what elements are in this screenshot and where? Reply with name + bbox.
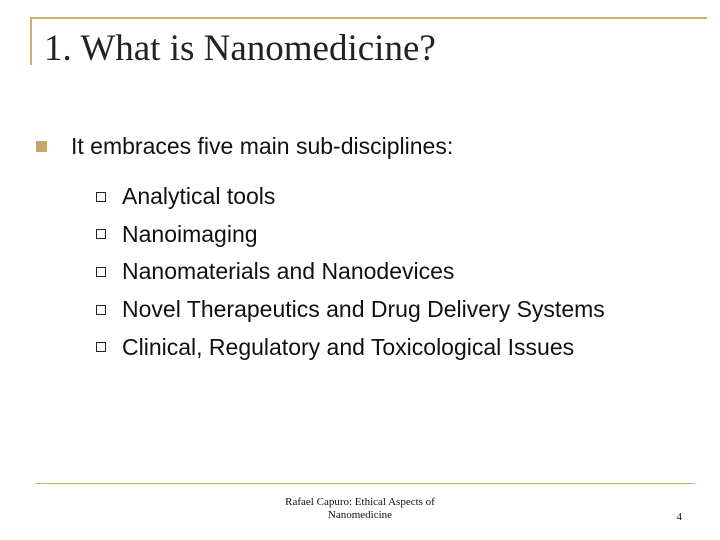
footer-divider xyxy=(35,483,695,484)
footer-line-1: Rafael Capuro: Ethical Aspects of xyxy=(285,496,435,508)
square-bullet-icon xyxy=(36,141,47,152)
main-bullet-item xyxy=(36,135,453,158)
page-number: 4 xyxy=(676,511,682,523)
sub-bullet-text: Novel Therapeutics and Drug Delivery Systems xyxy=(122,296,605,323)
sub-bullet-text: Analytical tools xyxy=(122,183,276,210)
hollow-square-bullet-icon xyxy=(96,342,106,352)
sub-bullet-item xyxy=(96,291,605,329)
sub-bullet-item xyxy=(96,253,605,291)
hollow-square-bullet-icon xyxy=(96,305,106,315)
hollow-square-bullet-icon xyxy=(96,192,106,202)
sub-bullet-text: Clinical, Regulatory and Toxicological Issues xyxy=(122,333,575,360)
sub-bullet-item xyxy=(96,178,605,216)
sub-bullet-item xyxy=(96,216,605,254)
sub-bullet-text: Nanoimaging xyxy=(122,220,258,247)
footer-caption xyxy=(200,496,520,522)
title-frame-top-line xyxy=(30,17,707,19)
sub-bullet-item xyxy=(96,328,605,366)
footer-line-2: Nanomedicine xyxy=(327,509,393,522)
hollow-square-bullet-icon xyxy=(96,229,106,239)
title-frame-left-line xyxy=(30,17,32,65)
slide-title: 1. What is Nanomedicine? xyxy=(44,28,436,69)
hollow-square-bullet-icon xyxy=(96,267,106,277)
sub-bullet-text: Nanomaterials and Nanodevices xyxy=(122,258,455,285)
sub-bullet-list xyxy=(96,178,605,366)
main-bullet-text: It embraces five main sub-disciplines: xyxy=(71,133,454,159)
